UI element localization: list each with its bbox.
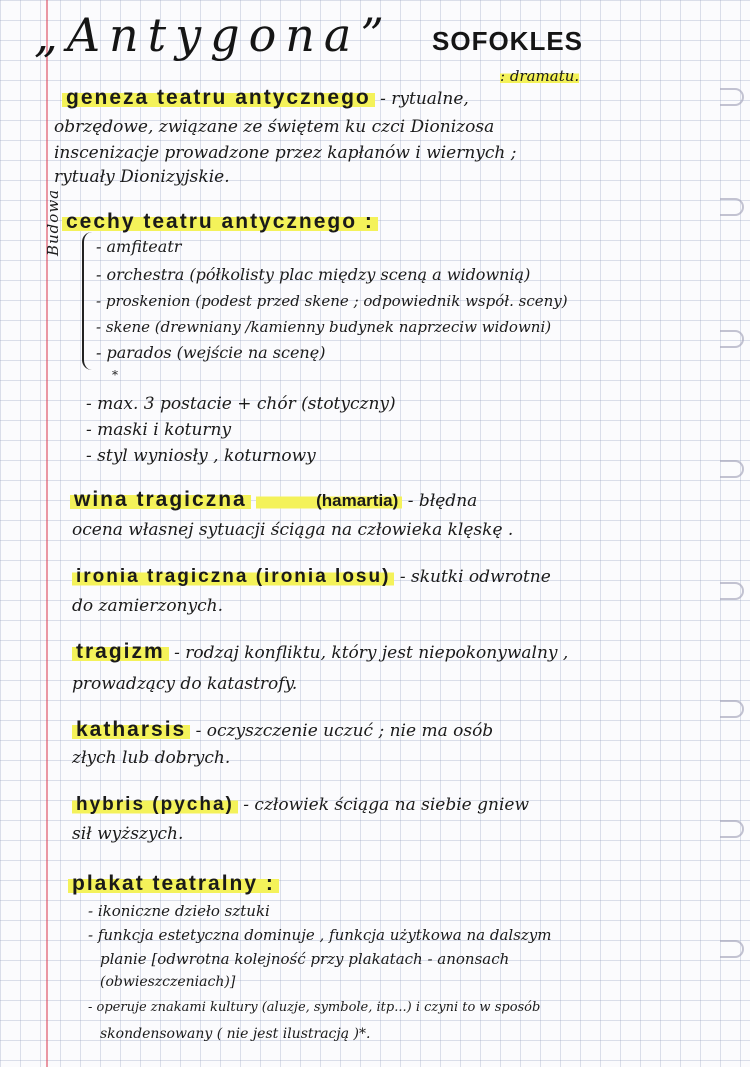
section-hybris — [72, 794, 529, 816]
section-text: sił wyższych. — [72, 824, 184, 844]
list-item: - operuje znakami kultury (aluzje, symbole, itp...) i czyni to w sposób — [88, 1000, 541, 1015]
list-item: - styl wyniosły , koturnowy — [86, 446, 316, 466]
section-heading: wina tragiczna — [70, 488, 251, 511]
section-heading: hybris (pycha) — [72, 794, 238, 815]
section-text: prowadzący do katastrofy. — [72, 674, 298, 694]
star-mark: * — [112, 368, 118, 382]
section-text: złych lub dobrych. — [72, 748, 231, 768]
list-item: - parados (wejście na scenę) — [96, 343, 326, 362]
section-heading: cechy teatru antycznego : — [62, 210, 378, 233]
section-heading: katharsis — [72, 718, 190, 741]
list-item: - skene (drewniany /kamienny budynek naprzeciw widowni) — [96, 318, 552, 336]
section-text: - błędna — [407, 491, 478, 511]
list-item: - ikoniczne dzieło sztuki — [88, 902, 270, 920]
list-item: (obwieszczeniach)] — [100, 974, 236, 990]
section-heading: geneza teatru antycznego — [62, 86, 375, 109]
list-item: - orchestra (półkolisty plac między sceną a widownią) — [96, 265, 531, 284]
list-item: - max. 3 postacie + chór (stotyczny) — [86, 394, 396, 414]
list-item: - amfiteatr — [96, 237, 182, 256]
section-heading-extra: (hamartia) — [256, 491, 402, 510]
section-text: - rytualne, — [380, 89, 469, 109]
section-geneza — [62, 86, 469, 110]
section-text: inscenizacje prowadzone przez kapłanów i wiernych ; — [54, 143, 517, 163]
section-text: - człowiek ściąga na siebie gniew — [243, 795, 530, 815]
section-heading: plakat teatralny : — [68, 872, 279, 895]
section-tragizm — [72, 640, 568, 664]
section-text: rytuały Dionizyjskie. — [54, 167, 230, 187]
section-text: - oczyszczenie uczuć ; nie ma osób — [195, 721, 494, 741]
section-text: do zamierzonych. — [72, 596, 223, 616]
dramatu-note: : dramatu. — [500, 67, 580, 85]
author-name: SOFOKLES — [432, 26, 584, 56]
section-cechy — [62, 210, 378, 234]
list-item: - maski i koturny — [86, 420, 232, 440]
section-katharsis — [72, 718, 493, 742]
budowa-label: Budowa — [44, 188, 62, 256]
section-heading: tragizm — [72, 640, 169, 663]
section-text: ocena własnej sytuacji ściąga na człowieka klęskę . — [72, 520, 514, 540]
section-ironia — [72, 566, 551, 588]
section-text: - skutki odwrotne — [399, 567, 551, 587]
list-item: planie [odwrotna kolejność przy plakatach - anonsach — [100, 950, 510, 968]
list-item: skondensowany ( nie jest ilustracją )*. — [100, 1026, 371, 1042]
list-item: - funkcja estetyczna dominuje , funkcja użytkowa na dalszym — [88, 926, 552, 944]
page-title: „Antygona” — [34, 8, 393, 62]
section-heading: ironia tragiczna (ironia losu) — [72, 566, 394, 587]
section-text: obrzędowe, związane ze świętem ku czci Dionizosa — [54, 117, 495, 137]
list-item: - proskenion (podest przed skene ; odpowiednik współ. sceny) — [96, 292, 568, 310]
section-plakat — [68, 872, 279, 896]
section-wina — [70, 488, 477, 512]
section-text: - rodzaj konfliktu, który jest niepokonywalny , — [174, 643, 569, 663]
